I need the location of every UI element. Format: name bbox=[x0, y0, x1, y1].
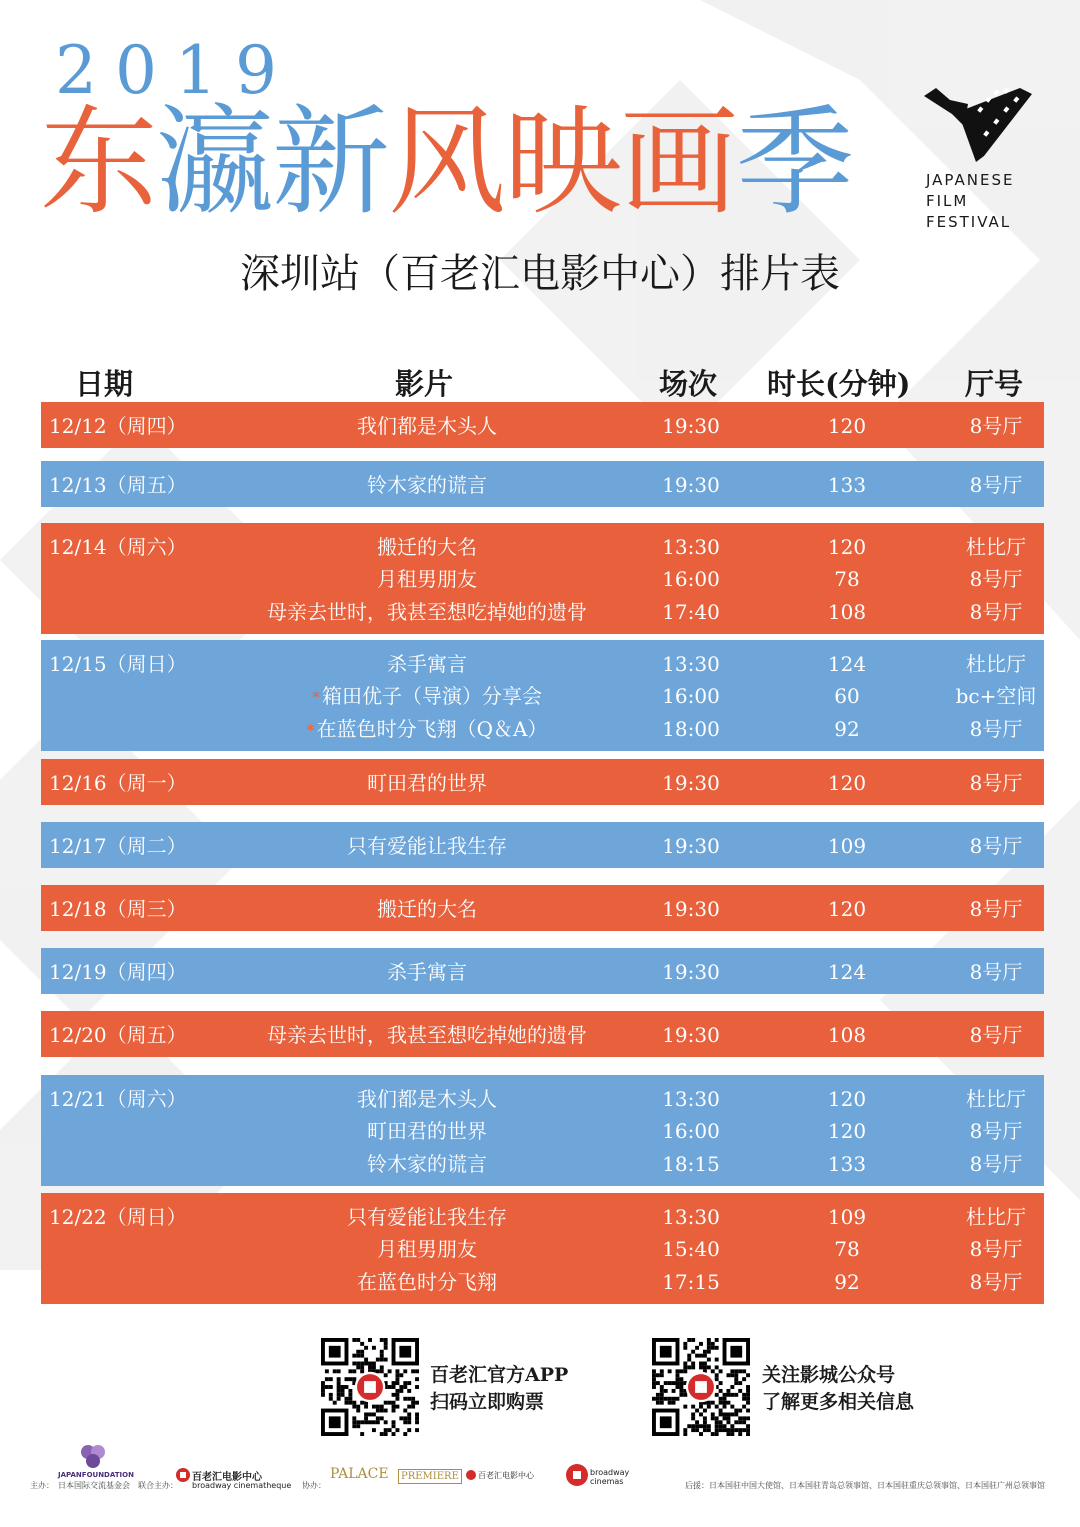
duration-cell: 124 bbox=[827, 652, 867, 676]
duration-cell: 120 bbox=[827, 771, 867, 795]
day-block bbox=[41, 523, 1044, 634]
day-block bbox=[41, 885, 1044, 931]
duration-cell: 133 bbox=[827, 1151, 867, 1176]
hall-cell: 8号厅 bbox=[969, 473, 1023, 497]
duration-cell: 120 bbox=[827, 535, 867, 559]
time-cell: 16:00 bbox=[662, 684, 720, 709]
duration-cell: 78 bbox=[834, 567, 860, 592]
logo-text-line: FILM bbox=[926, 192, 969, 210]
festival-logo bbox=[922, 86, 1042, 233]
table-row bbox=[41, 680, 1044, 712]
date-cell: 12/14（周六） bbox=[49, 535, 187, 559]
date-cell: 12/21（周六） bbox=[49, 1087, 187, 1111]
day-block bbox=[41, 1011, 1044, 1057]
time-cell: 15:40 bbox=[662, 1237, 720, 1262]
hall-cell: 8号厅 bbox=[969, 567, 1023, 592]
hall-cell: bc+空间 bbox=[955, 684, 1037, 709]
host-label: 主办： bbox=[30, 1481, 54, 1490]
hall-cell: 8号厅 bbox=[969, 599, 1023, 624]
date-cell: 12/20（周五） bbox=[49, 1023, 187, 1047]
wechat-qr-line2: 了解更多相关信息 bbox=[762, 1391, 915, 1413]
film-cell: 母亲去世时，我甚至想吃掉她的遗骨 bbox=[267, 599, 587, 624]
date-cell: 12/15（周日） bbox=[49, 652, 187, 676]
film-cell: 在蓝色时分飞翔 bbox=[357, 1269, 497, 1294]
table-row bbox=[41, 1233, 1044, 1265]
time-cell: 19:30 bbox=[662, 771, 720, 795]
origami-bird-icon bbox=[924, 86, 1036, 162]
festival-year: 2019 bbox=[55, 32, 295, 109]
title-char: 风 bbox=[388, 93, 505, 231]
duration-cell: 133 bbox=[827, 473, 867, 497]
hall-cell: 8号厅 bbox=[969, 1237, 1023, 1262]
time-cell: 19:30 bbox=[662, 1023, 720, 1047]
cohost-name: 百老汇电影中心 bbox=[192, 1472, 262, 1483]
day-block bbox=[41, 461, 1044, 507]
wechat-qr-line1: 关注影城公众号 bbox=[762, 1364, 896, 1386]
table-row bbox=[41, 563, 1044, 595]
broadway-center-logo: 百老汇电影中心 bbox=[478, 1471, 534, 1480]
header-hall: 厅号 bbox=[965, 367, 1024, 401]
app-qr-line1: 百老汇官方APP bbox=[430, 1364, 569, 1386]
table-row bbox=[41, 1019, 1044, 1051]
hall-cell: 杜比厅 bbox=[966, 535, 1026, 559]
hall-cell: 8号厅 bbox=[969, 716, 1023, 741]
film-cell: 月租男朋友 bbox=[377, 1237, 477, 1262]
table-row bbox=[41, 830, 1044, 862]
header-film: 影片 bbox=[395, 367, 454, 401]
film-cell: 杀手寓言 bbox=[387, 960, 467, 984]
footer bbox=[0, 1440, 1080, 1500]
hall-cell: 杜比厅 bbox=[966, 1205, 1026, 1229]
cohost-en: broadway cinematheque bbox=[192, 1481, 292, 1490]
hall-cell: 8号厅 bbox=[969, 1269, 1023, 1294]
duration-cell: 120 bbox=[827, 1119, 867, 1144]
hall-cell: 8号厅 bbox=[969, 1151, 1023, 1176]
film-cell: * 在蓝色时分飞翔（Q＆A） bbox=[306, 716, 548, 741]
time-cell: 16:00 bbox=[662, 1119, 720, 1144]
duration-cell: 92 bbox=[834, 716, 860, 741]
hall-cell: 8号厅 bbox=[969, 834, 1023, 858]
duration-cell: 60 bbox=[834, 684, 860, 709]
date-cell: 12/12（周四） bbox=[49, 414, 187, 438]
host-name: 日本国际交流基金会 bbox=[58, 1481, 130, 1490]
table-header bbox=[41, 362, 1044, 402]
time-cell: 19:30 bbox=[662, 960, 720, 984]
film-cell: 杀手寓言 bbox=[387, 652, 467, 676]
time-cell: 13:30 bbox=[662, 652, 720, 676]
title-char: 瀛 bbox=[156, 93, 273, 231]
duration-cell: 78 bbox=[834, 1237, 860, 1262]
duration-cell: 109 bbox=[827, 834, 867, 858]
hall-cell: 8号厅 bbox=[969, 1119, 1023, 1144]
table-row bbox=[41, 767, 1044, 799]
duration-cell: 120 bbox=[827, 897, 867, 921]
time-cell: 13:30 bbox=[662, 1205, 720, 1229]
duration-cell: 108 bbox=[827, 599, 867, 624]
time-cell: 18:15 bbox=[662, 1151, 720, 1176]
title-char: 映 bbox=[504, 93, 621, 231]
film-cell: 町田君的世界 bbox=[367, 1119, 487, 1144]
broadway-mini-logo-icon bbox=[466, 1470, 476, 1480]
wechat-qr-code[interactable] bbox=[652, 1338, 750, 1436]
title-char: 东 bbox=[40, 93, 157, 231]
support-text: 后援：日本国驻中国大使馆、日本国驻青岛总领事馆、日本国驻重庆总领事馆、日本国驻广州总领事馆 bbox=[685, 1481, 1045, 1490]
table-row bbox=[41, 469, 1044, 501]
date-cell: 12/17（周二） bbox=[49, 834, 187, 858]
table-row bbox=[41, 1148, 1044, 1180]
film-cell: 搬迁的大名 bbox=[377, 897, 477, 921]
day-block bbox=[41, 1193, 1044, 1304]
time-cell: 17:15 bbox=[662, 1269, 720, 1294]
time-cell: 19:30 bbox=[662, 834, 720, 858]
page-subtitle: 深圳站（百老汇电影中心）排片表 bbox=[240, 251, 840, 297]
palace-logo: PALACE bbox=[330, 1466, 389, 1482]
header-date: 日期 bbox=[75, 367, 134, 401]
table-row bbox=[41, 956, 1044, 988]
broadway-cinemas-logo-icon bbox=[566, 1464, 588, 1486]
time-cell: 17:40 bbox=[662, 599, 720, 624]
day-block bbox=[41, 640, 1044, 751]
time-cell: 18:00 bbox=[662, 716, 720, 741]
time-cell: 13:30 bbox=[662, 535, 720, 559]
table-row bbox=[41, 531, 1044, 563]
date-cell: 12/22（周日） bbox=[49, 1205, 187, 1229]
title-char: 新 bbox=[272, 93, 389, 231]
table-row bbox=[41, 713, 1044, 745]
film-cell: * 箱田优子（导演）分享会 bbox=[312, 684, 542, 709]
app-qr-caption bbox=[430, 1362, 568, 1416]
hall-cell: 8号厅 bbox=[969, 960, 1023, 984]
header-duration: 时长(分钟) bbox=[767, 367, 911, 401]
logo-text-line: JAPANESE bbox=[926, 171, 1015, 189]
film-cell: 町田君的世界 bbox=[367, 771, 487, 795]
duration-cell: 120 bbox=[827, 1087, 867, 1111]
day-block bbox=[41, 822, 1044, 868]
table-row bbox=[41, 596, 1044, 628]
time-cell: 13:30 bbox=[662, 1087, 720, 1111]
hall-cell: 杜比厅 bbox=[966, 1087, 1026, 1111]
time-cell: 19:30 bbox=[662, 897, 720, 921]
broadway-cinemas-text: broadway cinemas bbox=[590, 1468, 630, 1486]
film-cell: 月租男朋友 bbox=[377, 567, 477, 592]
premiere-logo: PREMIERE bbox=[398, 1469, 462, 1484]
special-event-marker: * bbox=[312, 688, 320, 708]
film-cell: 铃木家的谎言 bbox=[367, 1151, 487, 1176]
duration-cell: 108 bbox=[827, 1023, 867, 1047]
festival-title bbox=[40, 92, 852, 232]
assist-label: 协办： bbox=[302, 1481, 326, 1490]
day-block bbox=[41, 759, 1044, 805]
film-cell: 只有爱能让我生存 bbox=[347, 1205, 507, 1229]
duration-cell: 92 bbox=[834, 1269, 860, 1294]
schedule-table bbox=[41, 362, 1044, 1294]
cohost-label: 联合主办： bbox=[138, 1481, 178, 1490]
hall-cell: 8号厅 bbox=[969, 414, 1023, 438]
time-cell: 19:30 bbox=[662, 473, 720, 497]
hall-cell: 杜比厅 bbox=[966, 652, 1026, 676]
duration-cell: 124 bbox=[827, 960, 867, 984]
date-cell: 12/18（周三） bbox=[49, 897, 187, 921]
film-cell: 只有爱能让我生存 bbox=[347, 834, 507, 858]
day-block bbox=[41, 948, 1044, 994]
wechat-qr-caption bbox=[762, 1362, 914, 1416]
app-qr-code[interactable] bbox=[321, 1338, 419, 1436]
duration-cell: 109 bbox=[827, 1205, 867, 1229]
title-char: 季 bbox=[736, 93, 853, 231]
special-event-marker: * bbox=[306, 720, 315, 740]
table-row bbox=[41, 893, 1044, 925]
date-cell: 12/19（周四） bbox=[49, 960, 187, 984]
table-row bbox=[41, 1201, 1044, 1233]
table-row bbox=[41, 648, 1044, 680]
broadway-logo-icon bbox=[176, 1468, 190, 1482]
host-logo-text: JAPANFOUNDATION bbox=[58, 1471, 134, 1479]
hall-cell: 8号厅 bbox=[969, 771, 1023, 795]
film-cell: 搬迁的大名 bbox=[377, 535, 477, 559]
table-row bbox=[41, 1266, 1044, 1298]
film-cell: 我们都是木头人 bbox=[357, 414, 497, 438]
day-block bbox=[41, 1075, 1044, 1186]
time-cell: 19:30 bbox=[662, 414, 720, 438]
logo-text-line: FESTIVAL bbox=[926, 213, 1012, 231]
date-cell: 12/16（周一） bbox=[49, 771, 187, 795]
logo-text bbox=[926, 170, 1042, 233]
table-row bbox=[41, 1083, 1044, 1115]
date-cell: 12/13（周五） bbox=[49, 473, 187, 497]
app-qr-line2: 扫码立即购票 bbox=[430, 1391, 545, 1413]
hall-cell: 8号厅 bbox=[969, 1023, 1023, 1047]
day-block bbox=[41, 402, 1044, 448]
table-row bbox=[41, 410, 1044, 442]
film-cell: 母亲去世时，我甚至想吃掉她的遗骨 bbox=[267, 1023, 587, 1047]
table-row bbox=[41, 1115, 1044, 1147]
hall-cell: 8号厅 bbox=[969, 897, 1023, 921]
film-cell: 我们都是木头人 bbox=[357, 1087, 497, 1111]
duration-cell: 120 bbox=[827, 414, 867, 438]
header-time: 场次 bbox=[659, 367, 718, 401]
japan-foundation-logo-icon bbox=[78, 1442, 108, 1470]
time-cell: 16:00 bbox=[662, 567, 720, 592]
title-char: 画 bbox=[620, 93, 737, 231]
film-cell: 铃木家的谎言 bbox=[367, 473, 487, 497]
